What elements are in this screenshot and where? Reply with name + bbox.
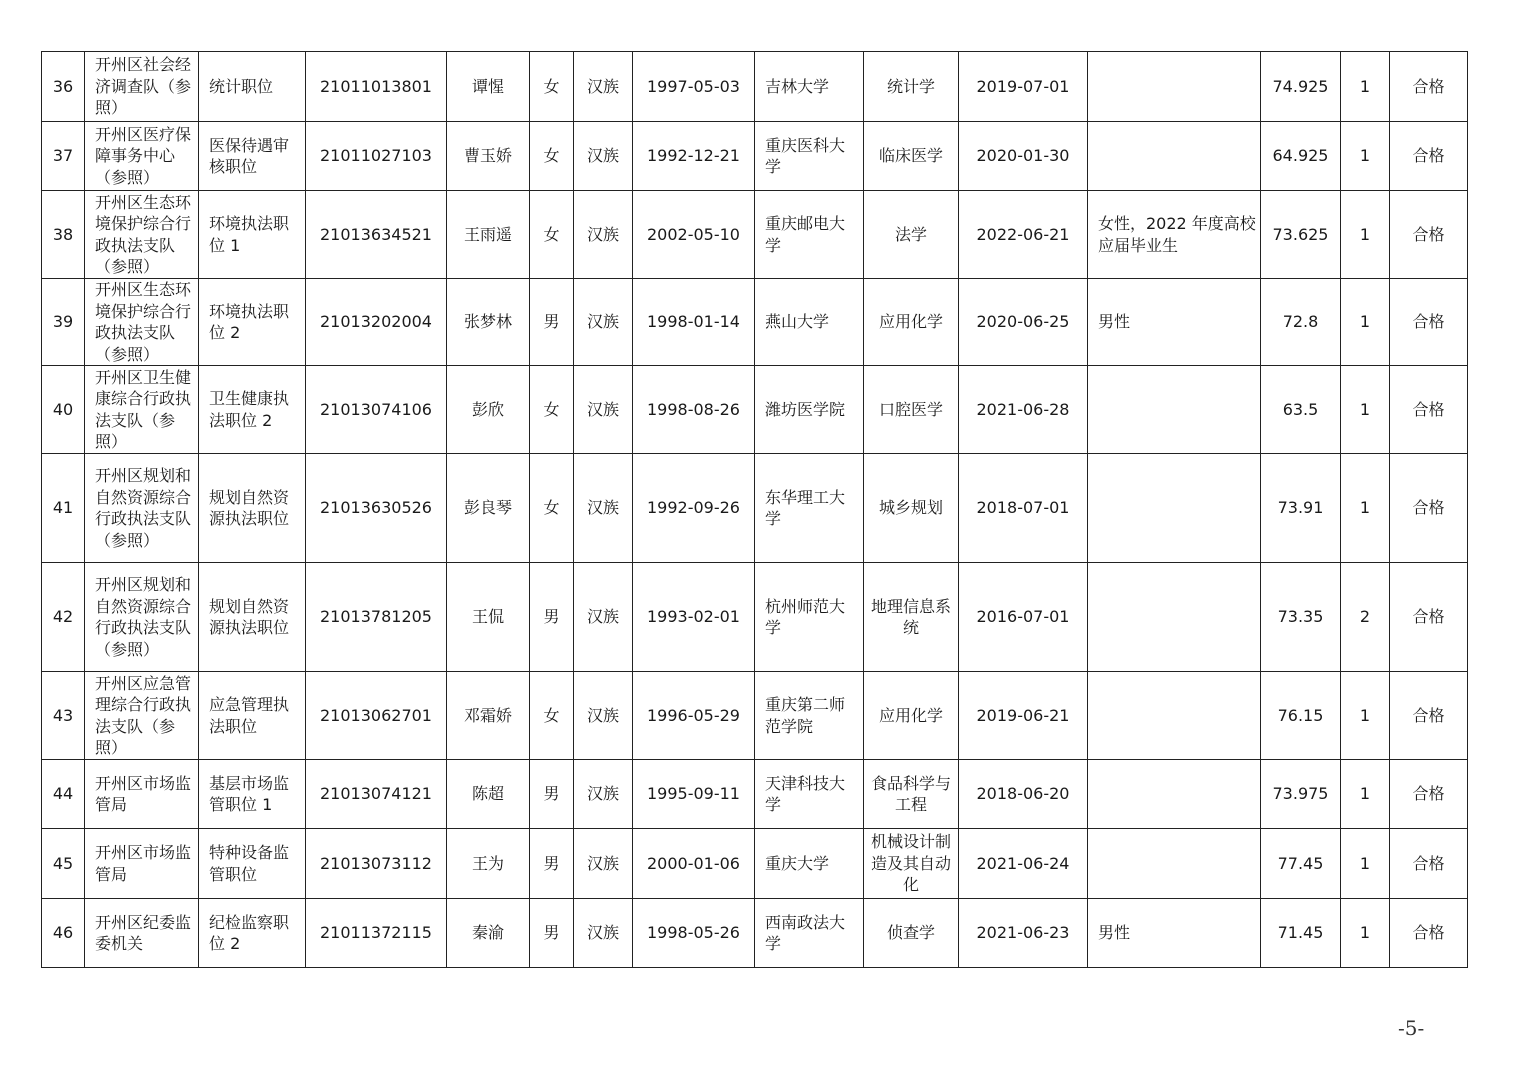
unit-cell: 开州区卫生健康综合行政执法支队（参照）	[85, 366, 199, 454]
row-number-cell: 39	[42, 279, 85, 366]
gender-cell: 女	[530, 454, 574, 563]
rank-cell: 1	[1341, 829, 1390, 899]
rank-cell: 1	[1341, 672, 1390, 760]
score-cell: 73.91	[1261, 454, 1341, 563]
gender-cell: 女	[530, 52, 574, 122]
score-cell: 77.45	[1261, 829, 1341, 899]
exam-number-cell: 21013781205	[306, 563, 447, 672]
birth-date-cell: 1998-08-26	[633, 366, 755, 454]
rank-cell: 1	[1341, 191, 1390, 279]
school-cell: 重庆大学	[755, 829, 864, 899]
rank-cell: 1	[1341, 454, 1390, 563]
ethnicity-cell: 汉族	[574, 52, 633, 122]
row-number-cell: 46	[42, 899, 85, 968]
result-cell: 合格	[1390, 366, 1468, 454]
result-cell: 合格	[1390, 672, 1468, 760]
result-cell: 合格	[1390, 122, 1468, 191]
table-row	[42, 672, 1468, 760]
score-cell: 72.8	[1261, 279, 1341, 366]
rank-cell: 1	[1341, 122, 1390, 191]
row-number-cell: 45	[42, 829, 85, 899]
graduation-date-cell: 2018-06-20	[959, 760, 1088, 829]
ethnicity-cell: 汉族	[574, 366, 633, 454]
major-cell: 食品科学与工程	[864, 760, 959, 829]
major-cell: 法学	[864, 191, 959, 279]
rank-cell: 1	[1341, 52, 1390, 122]
table-row	[42, 122, 1468, 191]
table-row	[42, 563, 1468, 672]
result-cell: 合格	[1390, 760, 1468, 829]
position-cell: 基层市场监管职位 1	[199, 760, 306, 829]
name-cell: 曹玉娇	[447, 122, 530, 191]
school-cell: 天津科技大学	[755, 760, 864, 829]
remark-cell: 女性，2022 年度高校应届毕业生	[1088, 191, 1261, 279]
unit-cell: 开州区市场监管局	[85, 760, 199, 829]
rank-cell: 1	[1341, 760, 1390, 829]
ethnicity-cell: 汉族	[574, 122, 633, 191]
gender-cell: 女	[530, 191, 574, 279]
name-cell: 王侃	[447, 563, 530, 672]
page-number: -5-	[1398, 1016, 1425, 1040]
row-number-cell: 36	[42, 52, 85, 122]
birth-date-cell: 1992-09-26	[633, 454, 755, 563]
position-cell: 环境执法职位 2	[199, 279, 306, 366]
result-cell: 合格	[1390, 454, 1468, 563]
results-table	[41, 51, 1468, 968]
unit-cell: 开州区社会经济调查队（参照）	[85, 52, 199, 122]
score-cell: 71.45	[1261, 899, 1341, 968]
gender-cell: 男	[530, 899, 574, 968]
remark-cell: 男性	[1088, 899, 1261, 968]
table-row	[42, 191, 1468, 279]
position-cell: 统计职位	[199, 52, 306, 122]
ethnicity-cell: 汉族	[574, 899, 633, 968]
rank-cell: 1	[1341, 899, 1390, 968]
name-cell: 王雨遥	[447, 191, 530, 279]
graduation-date-cell: 2021-06-23	[959, 899, 1088, 968]
name-cell: 彭欣	[447, 366, 530, 454]
graduation-date-cell: 2018-07-01	[959, 454, 1088, 563]
table-row	[42, 899, 1468, 968]
unit-cell: 开州区规划和自然资源综合行政执法支队（参照）	[85, 563, 199, 672]
row-number-cell: 43	[42, 672, 85, 760]
graduation-date-cell: 2021-06-28	[959, 366, 1088, 454]
position-cell: 规划自然资源执法职位	[199, 454, 306, 563]
remark-cell	[1088, 454, 1261, 563]
exam-number-cell: 21013074121	[306, 760, 447, 829]
rank-cell: 1	[1341, 366, 1390, 454]
result-cell: 合格	[1390, 279, 1468, 366]
gender-cell: 女	[530, 122, 574, 191]
birth-date-cell: 1996-05-29	[633, 672, 755, 760]
name-cell: 秦渝	[447, 899, 530, 968]
exam-number-cell: 21013202004	[306, 279, 447, 366]
major-cell: 应用化学	[864, 279, 959, 366]
graduation-date-cell: 2022-06-21	[959, 191, 1088, 279]
position-cell: 卫生健康执法职位 2	[199, 366, 306, 454]
birth-date-cell: 1995-09-11	[633, 760, 755, 829]
table-row	[42, 366, 1468, 454]
result-cell: 合格	[1390, 52, 1468, 122]
school-cell: 西南政法大学	[755, 899, 864, 968]
table-row	[42, 454, 1468, 563]
major-cell: 侦查学	[864, 899, 959, 968]
ethnicity-cell: 汉族	[574, 279, 633, 366]
unit-cell: 开州区规划和自然资源综合行政执法支队（参照）	[85, 454, 199, 563]
name-cell: 王为	[447, 829, 530, 899]
row-number-cell: 40	[42, 366, 85, 454]
graduation-date-cell: 2021-06-24	[959, 829, 1088, 899]
birth-date-cell: 1998-01-14	[633, 279, 755, 366]
name-cell: 陈超	[447, 760, 530, 829]
name-cell: 邓霜娇	[447, 672, 530, 760]
school-cell: 重庆邮电大学	[755, 191, 864, 279]
birth-date-cell: 1993-02-01	[633, 563, 755, 672]
birth-date-cell: 1992-12-21	[633, 122, 755, 191]
graduation-date-cell: 2019-07-01	[959, 52, 1088, 122]
row-number-cell: 41	[42, 454, 85, 563]
school-cell: 吉林大学	[755, 52, 864, 122]
row-number-cell: 37	[42, 122, 85, 191]
major-cell: 统计学	[864, 52, 959, 122]
unit-cell: 开州区医疗保障事务中心（参照）	[85, 122, 199, 191]
gender-cell: 男	[530, 279, 574, 366]
position-cell: 特种设备监管职位	[199, 829, 306, 899]
score-cell: 73.35	[1261, 563, 1341, 672]
major-cell: 口腔医学	[864, 366, 959, 454]
gender-cell: 男	[530, 760, 574, 829]
table-row	[42, 760, 1468, 829]
graduation-date-cell: 2020-01-30	[959, 122, 1088, 191]
remark-cell	[1088, 52, 1261, 122]
name-cell: 谭惺	[447, 52, 530, 122]
remark-cell	[1088, 829, 1261, 899]
school-cell: 杭州师范大学	[755, 563, 864, 672]
unit-cell: 开州区纪委监委机关	[85, 899, 199, 968]
rank-cell: 1	[1341, 279, 1390, 366]
exam-number-cell: 21013630526	[306, 454, 447, 563]
remark-cell	[1088, 672, 1261, 760]
major-cell: 临床医学	[864, 122, 959, 191]
table-row	[42, 52, 1468, 122]
remark-cell	[1088, 366, 1261, 454]
major-cell: 机械设计制造及其自动化	[864, 829, 959, 899]
exam-number-cell: 21013634521	[306, 191, 447, 279]
rank-cell: 2	[1341, 563, 1390, 672]
position-cell: 环境执法职位 1	[199, 191, 306, 279]
graduation-date-cell: 2019-06-21	[959, 672, 1088, 760]
exam-number-cell: 21011013801	[306, 52, 447, 122]
graduation-date-cell: 2020-06-25	[959, 279, 1088, 366]
score-cell: 63.5	[1261, 366, 1341, 454]
school-cell: 重庆第二师范学院	[755, 672, 864, 760]
score-cell: 73.625	[1261, 191, 1341, 279]
major-cell: 应用化学	[864, 672, 959, 760]
school-cell: 潍坊医学院	[755, 366, 864, 454]
score-cell: 64.925	[1261, 122, 1341, 191]
unit-cell: 开州区生态环境保护综合行政执法支队（参照）	[85, 191, 199, 279]
table-row	[42, 829, 1468, 899]
remark-cell	[1088, 122, 1261, 191]
school-cell: 重庆医科大学	[755, 122, 864, 191]
school-cell: 东华理工大学	[755, 454, 864, 563]
exam-number-cell: 21011027103	[306, 122, 447, 191]
position-cell: 应急管理执法职位	[199, 672, 306, 760]
position-cell: 纪检监察职位 2	[199, 899, 306, 968]
gender-cell: 男	[530, 563, 574, 672]
exam-number-cell: 21013074106	[306, 366, 447, 454]
unit-cell: 开州区生态环境保护综合行政执法支队（参照）	[85, 279, 199, 366]
table-row	[42, 279, 1468, 366]
unit-cell: 开州区市场监管局	[85, 829, 199, 899]
birth-date-cell: 1998-05-26	[633, 899, 755, 968]
position-cell: 医保待遇审核职位	[199, 122, 306, 191]
score-cell: 73.975	[1261, 760, 1341, 829]
ethnicity-cell: 汉族	[574, 672, 633, 760]
row-number-cell: 38	[42, 191, 85, 279]
position-cell: 规划自然资源执法职位	[199, 563, 306, 672]
remark-cell	[1088, 563, 1261, 672]
exam-number-cell: 21013073112	[306, 829, 447, 899]
table-body	[42, 52, 1468, 968]
graduation-date-cell: 2016-07-01	[959, 563, 1088, 672]
ethnicity-cell: 汉族	[574, 829, 633, 899]
major-cell: 地理信息系统	[864, 563, 959, 672]
score-cell: 76.15	[1261, 672, 1341, 760]
result-cell: 合格	[1390, 563, 1468, 672]
ethnicity-cell: 汉族	[574, 563, 633, 672]
remark-cell	[1088, 760, 1261, 829]
name-cell: 张梦林	[447, 279, 530, 366]
birth-date-cell: 1997-05-03	[633, 52, 755, 122]
birth-date-cell: 2002-05-10	[633, 191, 755, 279]
gender-cell: 女	[530, 672, 574, 760]
row-number-cell: 42	[42, 563, 85, 672]
result-cell: 合格	[1390, 899, 1468, 968]
gender-cell: 女	[530, 366, 574, 454]
ethnicity-cell: 汉族	[574, 760, 633, 829]
exam-number-cell: 21013062701	[306, 672, 447, 760]
name-cell: 彭良琴	[447, 454, 530, 563]
unit-cell: 开州区应急管理综合行政执法支队（参照）	[85, 672, 199, 760]
remark-cell: 男性	[1088, 279, 1261, 366]
row-number-cell: 44	[42, 760, 85, 829]
school-cell: 燕山大学	[755, 279, 864, 366]
exam-number-cell: 21011372115	[306, 899, 447, 968]
major-cell: 城乡规划	[864, 454, 959, 563]
gender-cell: 男	[530, 829, 574, 899]
score-cell: 74.925	[1261, 52, 1341, 122]
birth-date-cell: 2000-01-06	[633, 829, 755, 899]
ethnicity-cell: 汉族	[574, 191, 633, 279]
result-cell: 合格	[1390, 829, 1468, 899]
result-cell: 合格	[1390, 191, 1468, 279]
ethnicity-cell: 汉族	[574, 454, 633, 563]
